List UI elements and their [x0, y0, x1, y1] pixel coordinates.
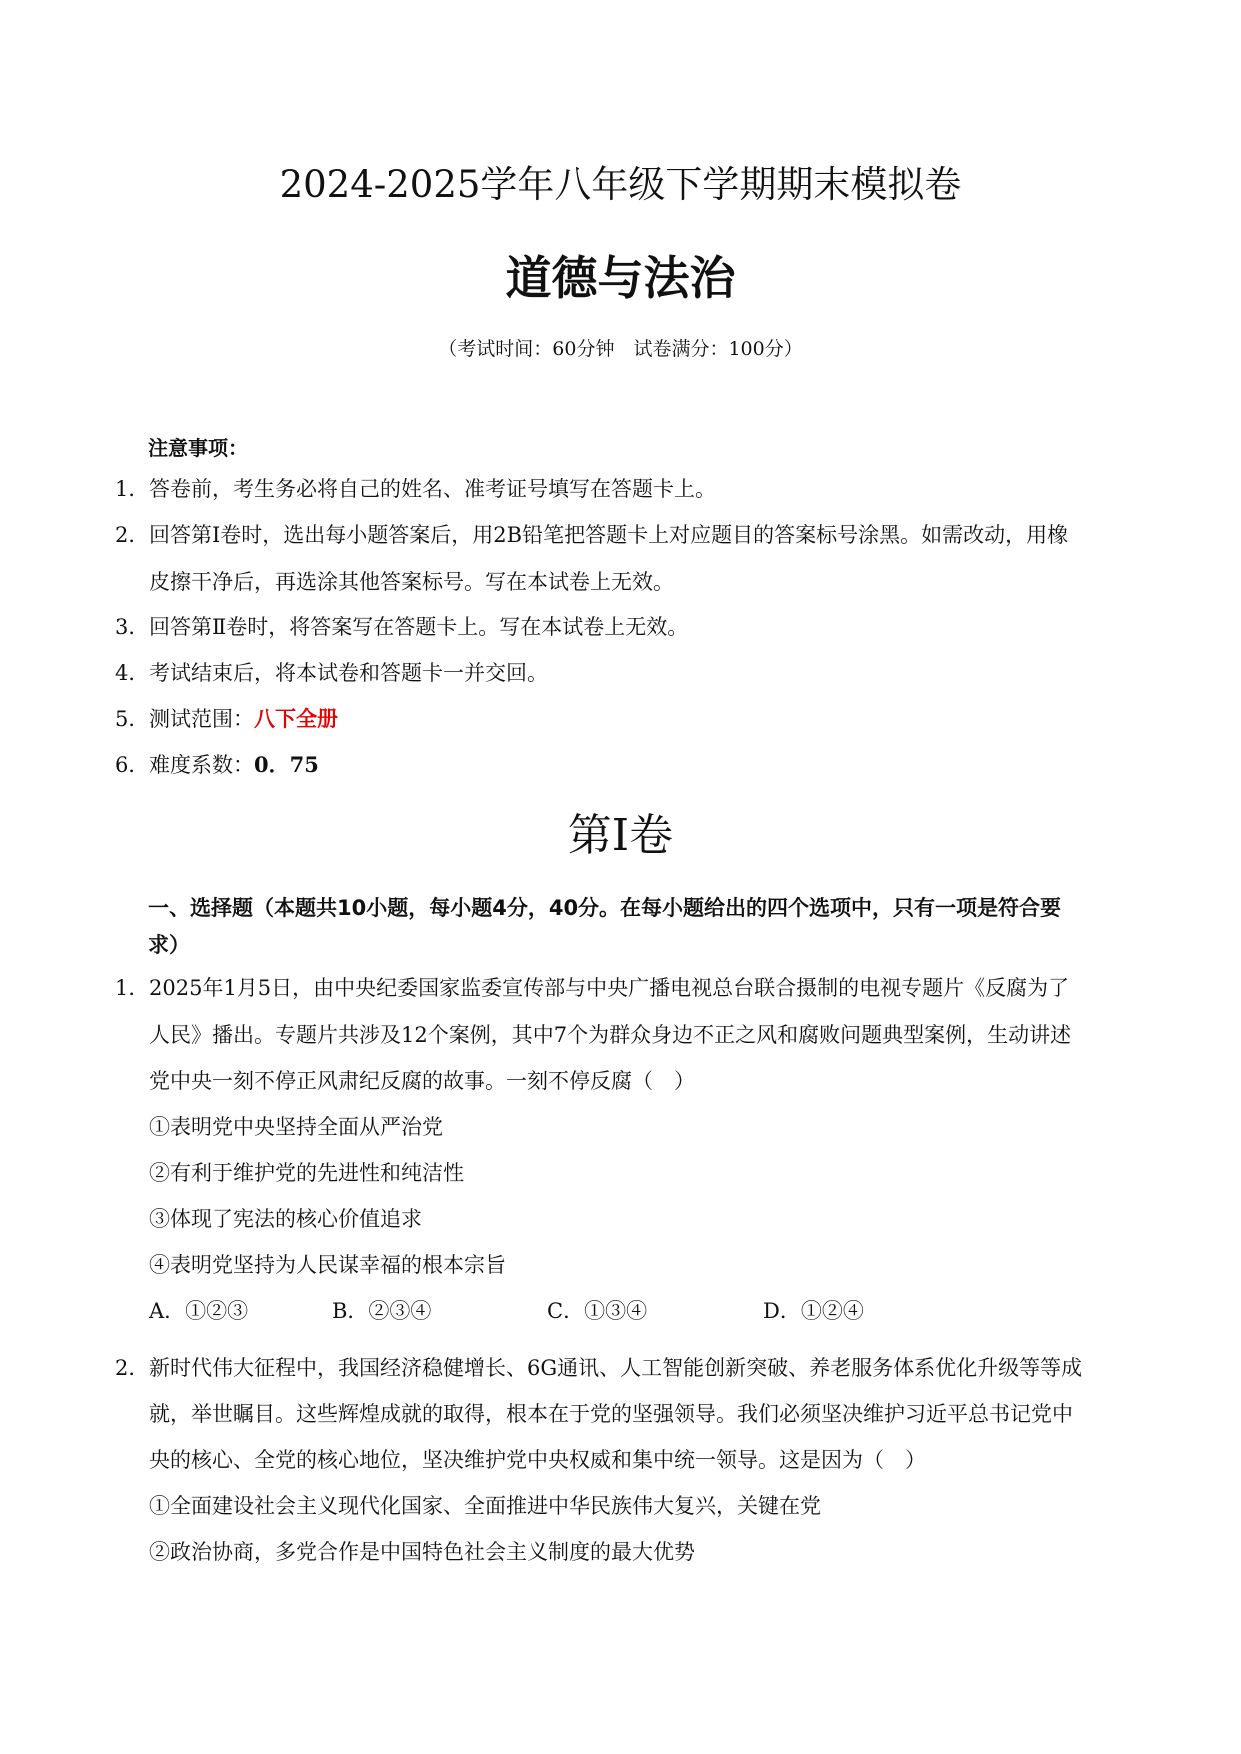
- section-heading: 一、选择题（本题共10小题，每小题4分，40分。在每小题给出的四个选项中，只有一项是符合要: [148, 896, 1062, 920]
- subject-title: 道德与法治: [505, 251, 736, 305]
- statement: ④表明党坚持为人民谋幸福的根本宗旨: [149, 1253, 506, 1277]
- note-text: 答卷前，考生务必将自己的姓名、准考证号填写在答题卡上。: [149, 477, 716, 501]
- option-c: C．①③④: [547, 1299, 648, 1323]
- statement: ①表明党中央坚持全面从严治党: [149, 1115, 443, 1139]
- note-item: [115, 704, 338, 734]
- note-number: 4．: [115, 661, 150, 685]
- note-item: [115, 474, 716, 504]
- question-number: 2．: [115, 1356, 150, 1380]
- question-number: 1．: [115, 976, 150, 1000]
- option-d: D．①②④: [763, 1299, 864, 1323]
- question-2: [115, 1353, 1082, 1383]
- note-item: [115, 612, 688, 642]
- statement: ②有利于维护党的先进性和纯洁性: [149, 1161, 464, 1185]
- question-text: 新时代伟大征程中，我国经济稳健增长、6G通讯、人工智能创新突破、养老服务体系优化升级等等成: [149, 1356, 1083, 1380]
- note-text: 考试结束后，将本试卷和答题卡一并交回。: [149, 661, 548, 685]
- note-item: [115, 658, 548, 688]
- note-text: 难度系数：: [149, 753, 254, 777]
- note-continuation: 皮擦干净后，再选涂其他答案标号。写在本试卷上无效。: [149, 570, 674, 594]
- statement: ②政治协商，多党合作是中国特色社会主义制度的最大优势: [149, 1540, 695, 1564]
- question-text-cont: 就，举世瞩目。这些辉煌成就的取得，根本在于党的坚强领导。我们必须坚决维护习近平总书记党中: [149, 1402, 1073, 1426]
- option-b: B．②③④: [332, 1299, 432, 1323]
- section-heading-cont: 求）: [148, 933, 190, 957]
- note-text: 回答第Ⅰ卷时，选出每小题答案后，用2B铅笔把答题卡上对应题目的答案标号涂黑。如需改动，用橡: [149, 523, 1069, 547]
- test-scope-highlight: 八下全册: [254, 707, 338, 731]
- notes-heading: 注意事项：: [148, 436, 248, 460]
- question-text: 2025年1月5日，由中央纪委国家监委宣传部与中央广播电视总台联合摄制的电视专题片《反腐为了: [149, 976, 1070, 1000]
- exam-title: 2024-2025学年八年级下学期期末模拟卷: [279, 163, 962, 206]
- note-item: [115, 520, 1068, 550]
- question-text-cont: 党中央一刻不停正风肃纪反腐的故事。一刻不停反腐（ ）: [149, 1069, 695, 1093]
- note-item: [115, 750, 319, 780]
- volume-heading: 第Ⅰ卷: [567, 810, 674, 861]
- statement: ③体现了宪法的核心价值追求: [149, 1207, 422, 1231]
- difficulty-value: 0．75: [254, 752, 319, 777]
- option-a: A．①②③: [149, 1299, 249, 1323]
- exam-info: （考试时间：60分钟 试卷满分：100分）: [438, 338, 803, 360]
- note-number: 6．: [115, 753, 150, 777]
- note-number: 2．: [115, 523, 150, 547]
- question-1: [115, 973, 1069, 1003]
- note-text: 回答第Ⅱ卷时，将答案写在答题卡上。写在本试卷上无效。: [149, 615, 689, 639]
- note-number: 3．: [115, 615, 150, 639]
- statement: ①全面建设社会主义现代化国家、全面推进中华民族伟大复兴，关键在党: [149, 1494, 821, 1518]
- question-text-cont: 人民》播出。专题片共涉及12个案例，其中7个为群众身边不正之风和腐败问题典型案例，生动讲述: [149, 1023, 1072, 1047]
- note-number: 5．: [115, 707, 150, 731]
- question-text-cont: 央的核心、全党的核心地位，坚决维护党中央权威和集中统一领导。这是因为（ ）: [149, 1448, 926, 1472]
- note-number: 1．: [115, 477, 150, 501]
- note-text: 测试范围：: [149, 707, 254, 731]
